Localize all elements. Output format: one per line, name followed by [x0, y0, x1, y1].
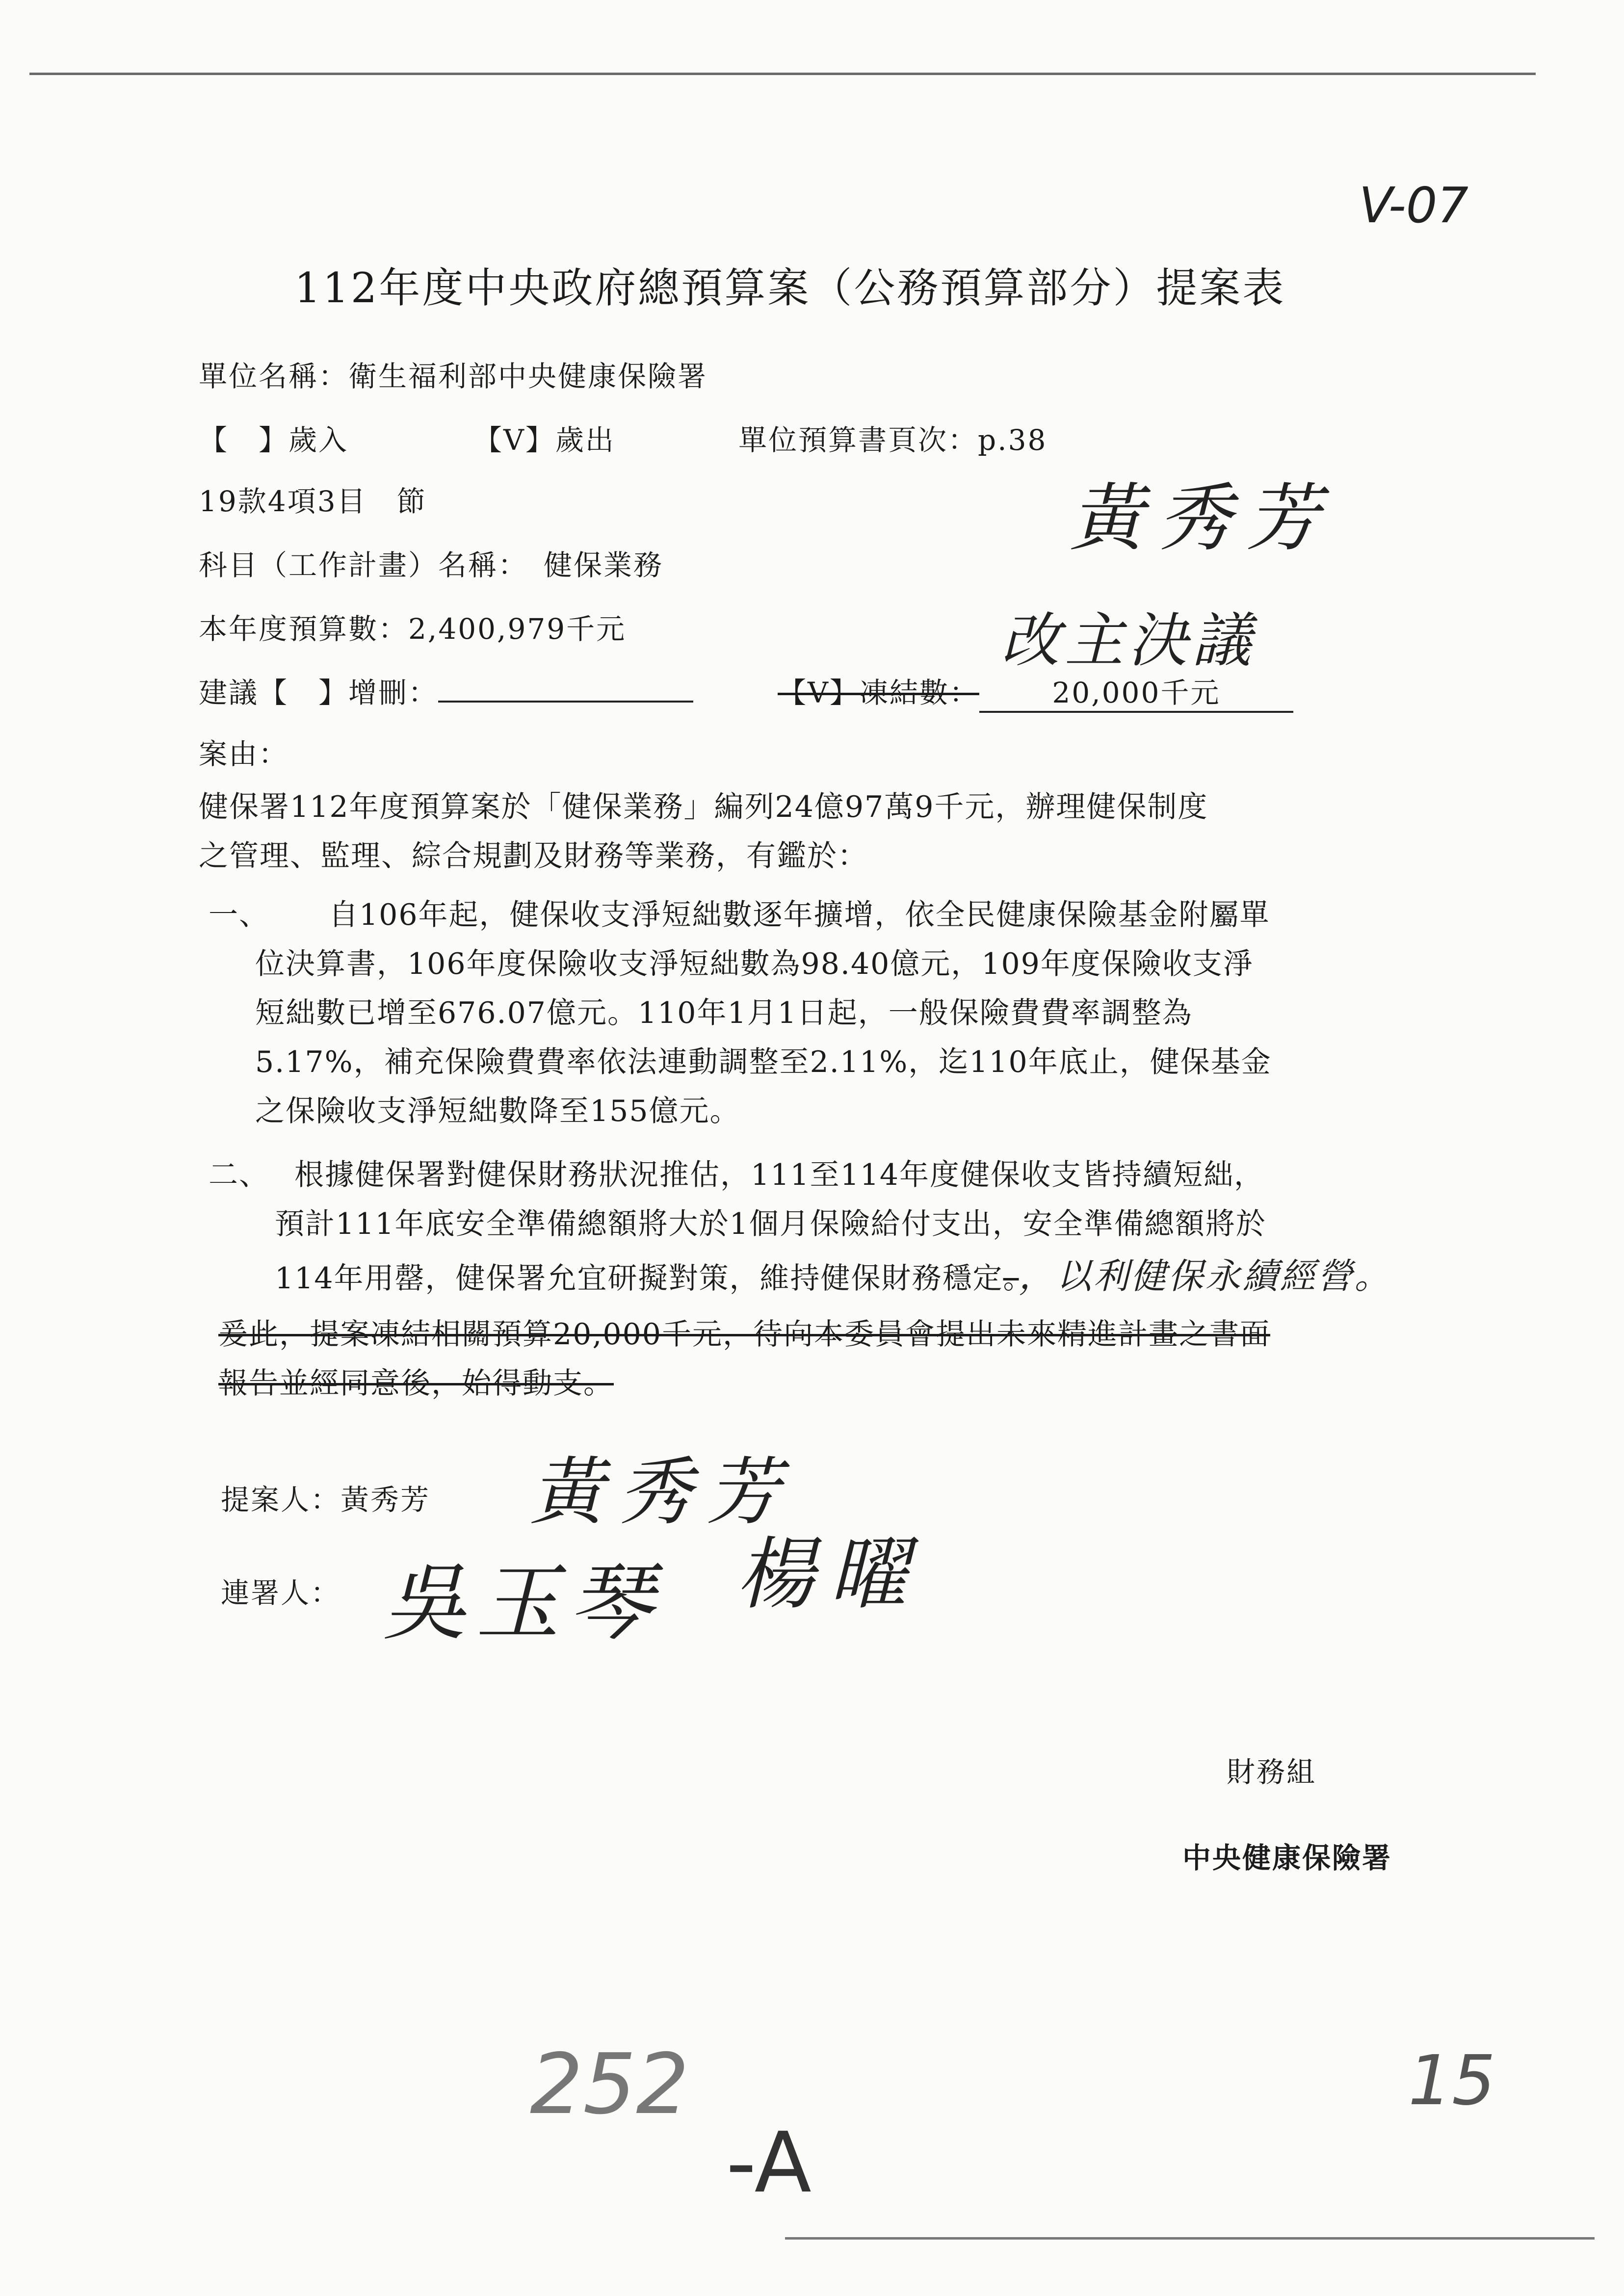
- item2-line: [275, 1255, 1392, 1297]
- item-line: 19款4項3目 節: [199, 485, 427, 518]
- reason-label: 案由：: [199, 737, 289, 771]
- suggest-row: [199, 670, 693, 711]
- top-signature: 黃秀芳: [1070, 476, 1335, 561]
- freeze-row: [778, 670, 1293, 713]
- handwritten-note: 改主決議: [1001, 607, 1256, 675]
- intro-line: 健保署112年度預算案於「健保業務」編列24億97萬9千元，辦理健保制度: [199, 790, 1208, 824]
- cosigner-signature-1: 吳玉琴: [383, 1555, 663, 1652]
- top-edge-line: [29, 73, 1536, 75]
- page-ref: 單位預算書頁次：p.38: [738, 423, 1048, 457]
- item2-line: 根據健保署對健保財務狀況推估，111至114年度健保收支皆持續短絀，: [294, 1158, 1265, 1192]
- struck-period: 。: [1003, 1261, 1019, 1296]
- revenue-checkbox: 【 】歲入: [199, 423, 349, 457]
- dept-note: 財務組: [1227, 1755, 1317, 1789]
- proposer-signature: 黃秀芳: [530, 1450, 795, 1535]
- page-title: 112年度中央政府總預算案（公務預算部分）提案表: [294, 264, 1286, 312]
- freeze-amount: 20,000千元: [979, 670, 1293, 713]
- handwritten-addition: ，以利健保永續經營。: [1019, 1255, 1392, 1297]
- item1-line: 之保險收支淨短絀數降至155億元。: [255, 1094, 740, 1128]
- bottom-number: 252: [530, 2036, 689, 2133]
- suggest-label: 建議【 】增刪：: [199, 676, 439, 709]
- unit-name: 單位名稱：衛生福利部中央健康保險署: [199, 360, 708, 393]
- suggest-blank: [438, 701, 693, 703]
- item1-line: 自106年起，健保收支淨短絀數逐年擴增，依全民健康保險基金附屬單: [329, 898, 1270, 932]
- doc-code: V-07: [1359, 177, 1469, 234]
- expense-checkbox: 【V】歲出: [473, 423, 615, 457]
- item2-marker: 二、: [209, 1158, 269, 1192]
- bottom-suffix: -A: [726, 2114, 812, 2212]
- budget-line: 本年度預算數：2,400,979千元: [199, 612, 627, 646]
- struck-line: 爰此，提案凍結相關預算20,000千元，待向本委員會提出未來精進計畫之書面: [218, 1317, 1270, 1352]
- item2-line-text: 114年用罄，健保署允宜研擬對策，維持健保財務穩定: [275, 1261, 1003, 1296]
- item1-line: 5.17%，補充保險費費率依法連動調整至2.11%，迄110年底止，健保基金: [255, 1045, 1272, 1079]
- item1-line: 短絀數已增至676.07億元。110年1月1日起，一般保險費費率調整為: [255, 996, 1193, 1030]
- item1-line: 位決算書，106年度保險收支淨短絀數為98.40億元，109年度保險收支淨: [255, 947, 1254, 981]
- subject-line: 科目（工作計畫）名稱： 健保業務: [199, 548, 664, 582]
- item1-marker: 一、: [209, 898, 269, 932]
- cosigner-label: 連署人：: [221, 1576, 341, 1610]
- freeze-label: 【V】凍結數：: [778, 676, 979, 709]
- page-number: 15: [1408, 2041, 1496, 2121]
- agency-note: 中央健康保險署: [1182, 1841, 1392, 1875]
- proposer-label: 提案人：黃秀芳: [221, 1483, 431, 1516]
- bottom-edge-line: [785, 2237, 1595, 2240]
- struck-line: 報告並經同意後，始得動支。: [218, 1366, 614, 1401]
- cosigner-signature-2: 楊曜: [736, 1528, 923, 1620]
- intro-line: 之管理、監理、綜合規劃及財務等業務，有鑑於：: [199, 839, 868, 873]
- item2-line: 預計111年底安全準備總額將大於1個月保險給付支出，安全準備總額將於: [275, 1207, 1266, 1241]
